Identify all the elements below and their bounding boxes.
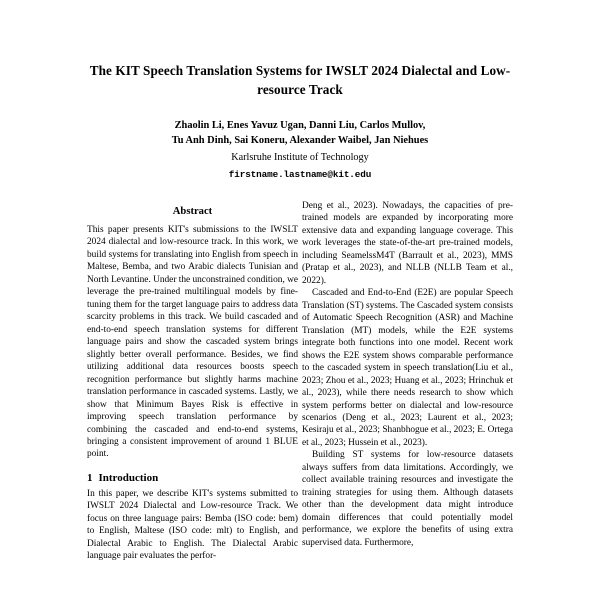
abstract-paragraph: This paper presents KIT's submissions to the IWSLT 2024 dialectal and low-resource track. In this work, we build systems for translating into English from speech in Maltese, Bemba, and two Arabic dialects Tunisian and North Levantine. Under the unconstrained condition, we leverage the pre-trained multilingual models by fine-tuning them for the target language pairs to address data scarcity problems in this track. We build cascaded and end-to-end speech translation systems for different language pairs and show the cascaded system brings slightly better overall performance. Besides, we find utilizing additional data resources boosts speech recognition performance but slightly harms machine translation performance in cascaded systems. Lastly, we show that Minimum Bayes Risk is effective in improving speech translation performance by combining the cascaded and end-to-end systems, bringing a consistent improvement of around 1 BLUE point. (87, 225, 298, 460)
introduction-paragraph: In this paper, we describe KIT's systems submitted to IWSLT 2024 Dialectal and Low-resource Track. We focus on three language pairs: Bemba (ISO code: bem) to English, Maltese (ISO code: mlt) to English, and Dialectal Arabic to English. The Dialectal Arabic language pair evaluates the perfor- (87, 488, 298, 562)
body-columns (0, 200, 600, 600)
author-line-2: Tu Anh Dinh, Sai Koneru, Alexander Waibel, Jan Niehues (171, 135, 429, 147)
page-title: The KIT Speech Translation Systems for IWSLT 2024 Dialectal and Low-resource Track (89, 63, 511, 97)
section-heading-introduction (87, 472, 298, 484)
paper-header (0, 0, 600, 181)
section-title: Introduction (98, 471, 159, 484)
author-line-1: Zhaolin Li, Enes Yavuz Ugan, Danni Liu, Carlos Mullov, (174, 120, 426, 132)
right-paragraph-1: Deng et al., 2023). Nowadays, the capacities of pre-trained models are expanded by incorporating more extensive data and expanding language coverage. This work leverages the state-of-the-art pre-trained models, including SeamelssM4T (Barrault et al., 2023), MMS (Pratap et al., 2023), and NLLB (NLLB Team et al., 2022). (302, 201, 513, 286)
right-paragraph-2: Cascaded and End-to-End (E2E) are popular Speech Translation (ST) systems. The Cascaded system consists of Automatic Speech Recognition (ASR) and Machine Translation (MT) models, while the E2E systems integrate both functions into one model. Recent work shows the E2E system shows comparable performance to the cascaded system in speech translation(Liu et al., 2023; Zhou et al., 2023; Huang et al., 2023; Hrinchuk et al., 2023), while there needs research to show which system performs better on dialectal and low-resource scenarios (Deng et al., 2023; Laurent et al., 2023; Kesiraju et al., 2023; Shanbhogue et al., 2023; E. Ortega et al., 2023; Hussein et al., 2023). (302, 288, 513, 448)
section-number: 1 (87, 471, 93, 484)
right-column (302, 200, 513, 600)
abstract-heading: Abstract (172, 206, 213, 217)
author-list (75, 119, 525, 181)
right-paragraph-3: Building ST systems for low-resource datasets always suffers from data limitations. Accordingly, we collect available training resources and investigate the training strategies for using them. Although datasets other than the development data might introduce domain differences that could potentially model performance, we explore the benefits of using extra supervised data. Furthermore, (302, 450, 513, 548)
affiliation: Karlsruhe Institute of Technology (231, 152, 369, 163)
contact-email[interactable]: firstname.lastname@kit.edu (228, 169, 372, 181)
left-column (87, 200, 298, 600)
